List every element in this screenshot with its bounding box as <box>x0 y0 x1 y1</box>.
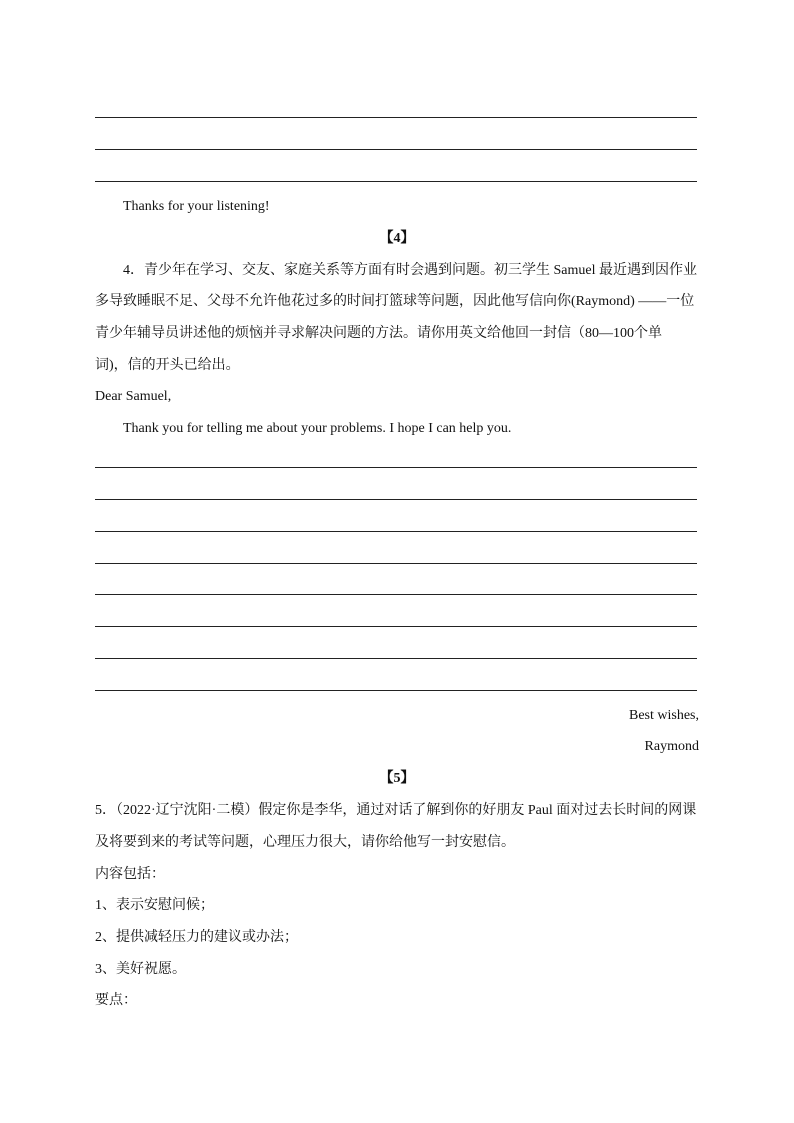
prompt-line: 及将要到来的考试等问题，心理压力很大，请你给他写一封安慰信。 <box>95 835 515 850</box>
answer-line <box>95 181 697 182</box>
points-label: 要点： <box>95 993 137 1008</box>
signoff: Best wishes, <box>629 708 699 723</box>
answer-line <box>95 467 697 468</box>
prompt-line: 4．青少年在学习、交友、家庭关系等方面有时会遇到问题。初三学生 Samuel 最近遇到因作业 <box>123 263 697 278</box>
signature: Raymond <box>644 739 699 754</box>
letter-opening: Thank you for telling me about your problems. I hope I can help you. <box>123 421 512 436</box>
salutation: Dear Samuel, <box>95 389 172 404</box>
answer-line <box>95 117 697 118</box>
section-4-heading: 【4】 <box>379 231 415 246</box>
answer-line <box>95 563 697 564</box>
prompt-line: 多导致睡眠不足、父母不允许他花过多的时间打篮球等问题，因此他写信向你(Raymond) ——一位 <box>95 294 695 309</box>
prompt-line: 词)，信的开头已给出。 <box>95 358 240 373</box>
list-item: 1、表示安慰问候； <box>95 898 214 913</box>
answer-line <box>95 690 697 691</box>
answer-line <box>95 626 697 627</box>
answer-line <box>95 531 697 532</box>
list-item: 3、美好祝愿。 <box>95 962 186 977</box>
prompt-line: 青少年辅导员讲述他的烦恼并寻求解决问题的方法。请你用英文给他回一封信（80—100个单 <box>95 326 662 341</box>
closing-text: Thanks for your listening! <box>123 199 270 214</box>
answer-line <box>95 499 697 500</box>
prompt-line: 5．（2022·辽宁沈阳·二模）假定你是李华，通过对话了解到你的好朋友 Paul 面对过去长时间的网课 <box>95 803 697 818</box>
content-label: 内容包括： <box>95 867 165 882</box>
answer-line <box>95 658 697 659</box>
answer-line <box>95 594 697 595</box>
section-5-heading: 【5】 <box>379 771 415 786</box>
list-item: 2、提供减轻压力的建议或办法； <box>95 930 298 945</box>
answer-line <box>95 149 697 150</box>
